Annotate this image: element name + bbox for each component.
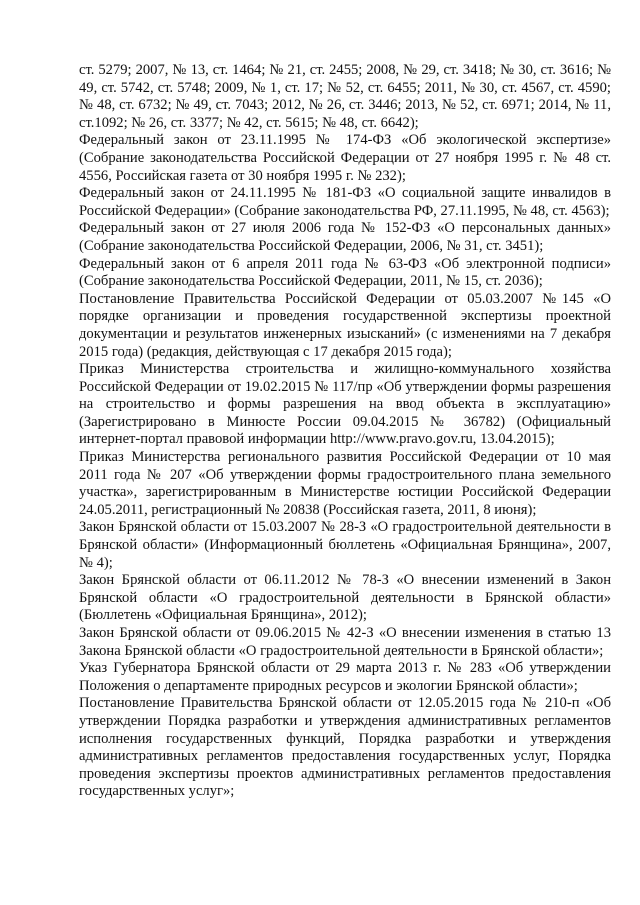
paragraph-legislation-amendments: ст. 5279; 2007, № 13, ст. 1464; № 21, ст. 2455; 2008, № 29, ст. 3418; № 30, ст. 3616; № 49, ст. 5742, ст. 5748; 2009, № 1, ст. 17; № 52, ст. 6455; 2011, № 30, ст. 4567, ст. 4590; № 48, ст. 6732; № 49, ст. 7043; 2012, № 26, ст. 3446; 2013, № 52, ст. 6971; 2014, № 11, ст.1092; № 26, ст. 3377; № 42, ст. 5615; № 48, ст. 6642); [79,62,611,131]
paragraph-law-181-fz: Федеральный закон от 24.11.1995 № 181-ФЗ «О социальной защите инвалидов в Российской Федерации» (Собрание законодательства РФ, 27.11.1995, № 48, ст. 4563); [79,185,611,219]
paragraph-law-152-fz: Федеральный закон от 27 июля 2006 года № 152-ФЗ «О персональных данных» (Собрание законодательства Российской Федерации, 2006, № 31, ст. 3451); [79,220,611,254]
paragraph-law-63-fz: Федеральный закон от 6 апреля 2011 года № 63-ФЗ «Об электронной подписи» (Собрание законодательства Российской Федерации, 2011, № 15, ст. 2036); [79,255,611,290]
document-page [79,62,611,801]
paragraph-law-174-fz: Федеральный закон от 23.11.1995 № 174-ФЗ «Об экологической экспертизе» (Собрание законодательства Российской Федерации от 27 ноября 1995 г. № 48 ст. 4556, Российская газета от 30 ноября 1995 г. № 232); [79,132,611,184]
paragraph-governor-decree-283: Указ Губернатора Брянской области от 29 марта 2013 г. № 283 «Об утверждении Положения о департаменте природных ресурсов и экологии Брянской области»; [79,660,611,694]
paragraph-bryansk-law-42-z: Закон Брянской области от 09.06.2015 № 42-З «О внесении изменения в статью 13 Закона Брянской области «О градостроительной деятельности в Брянской области»; [79,625,611,659]
paragraph-bryansk-law-78-z: Закон Брянской области от 06.11.2012 № 78-З «О внесении изменений в Закон Брянской области «О градостроительной деятельности в Брянской области» (Бюллетень «Официальная Брянщина», 2012); [79,572,611,624]
paragraph-resolution-145: Постановление Правительства Российской Федерации от 05.03.2007 №145 «О порядке организации и проведения государственной экспертизы проектной документации и результатов инженерных изысканий» (с изменениями на 7 декабря 2015 года) (редакция, действующая с 17 декабря 2015 года); [79,290,611,360]
paragraph-bryansk-law-28-z: Закон Брянской области от 15.03.2007 № 28-З «О градостроительной деятельности в Брянской области» (Информационный бюллетень «Официальная Брянщина», 2007, № 4); [79,519,611,571]
paragraph-order-117-pr: Приказ Министерства строительства и жилищно-коммунального хозяйства Российской Федерации от 19.02.2015 № 117/пр «Об утверждении формы разрешения на строительство и формы разрешения на ввод объекта в эксплуатацию» (Зарегистрировано в Минюсте России 09.04.2015 № 36782) (Официальный интернет-портал правовой информации http://www.pravo.gov.ru, 13.04.2015); [79,361,611,448]
paragraph-order-207: Приказ Министерства регионального развития Российской Федерации от 10 мая 2011 года № 207 «Об утверждении формы градостроительного плана земельного участка», зарегистрированным в Министерстве юстиции Российской Федерации 24.05.2011, регистрационный № 20838 (Российская газета, 2011, 8 июня); [79,449,611,518]
paragraph-resolution-210-p: Постановление Правительства Брянской области от 12.05.2015 года № 210-п «Об утверждении Порядка разработки и утверждения административных регламентов исполнения государственных функций, Порядка разработки и утверждения административных регламентов предоставления государственных услуг, Порядка проведения экспертизы проектов административных регламентов предоставления государственных услуг»; [79,695,611,800]
